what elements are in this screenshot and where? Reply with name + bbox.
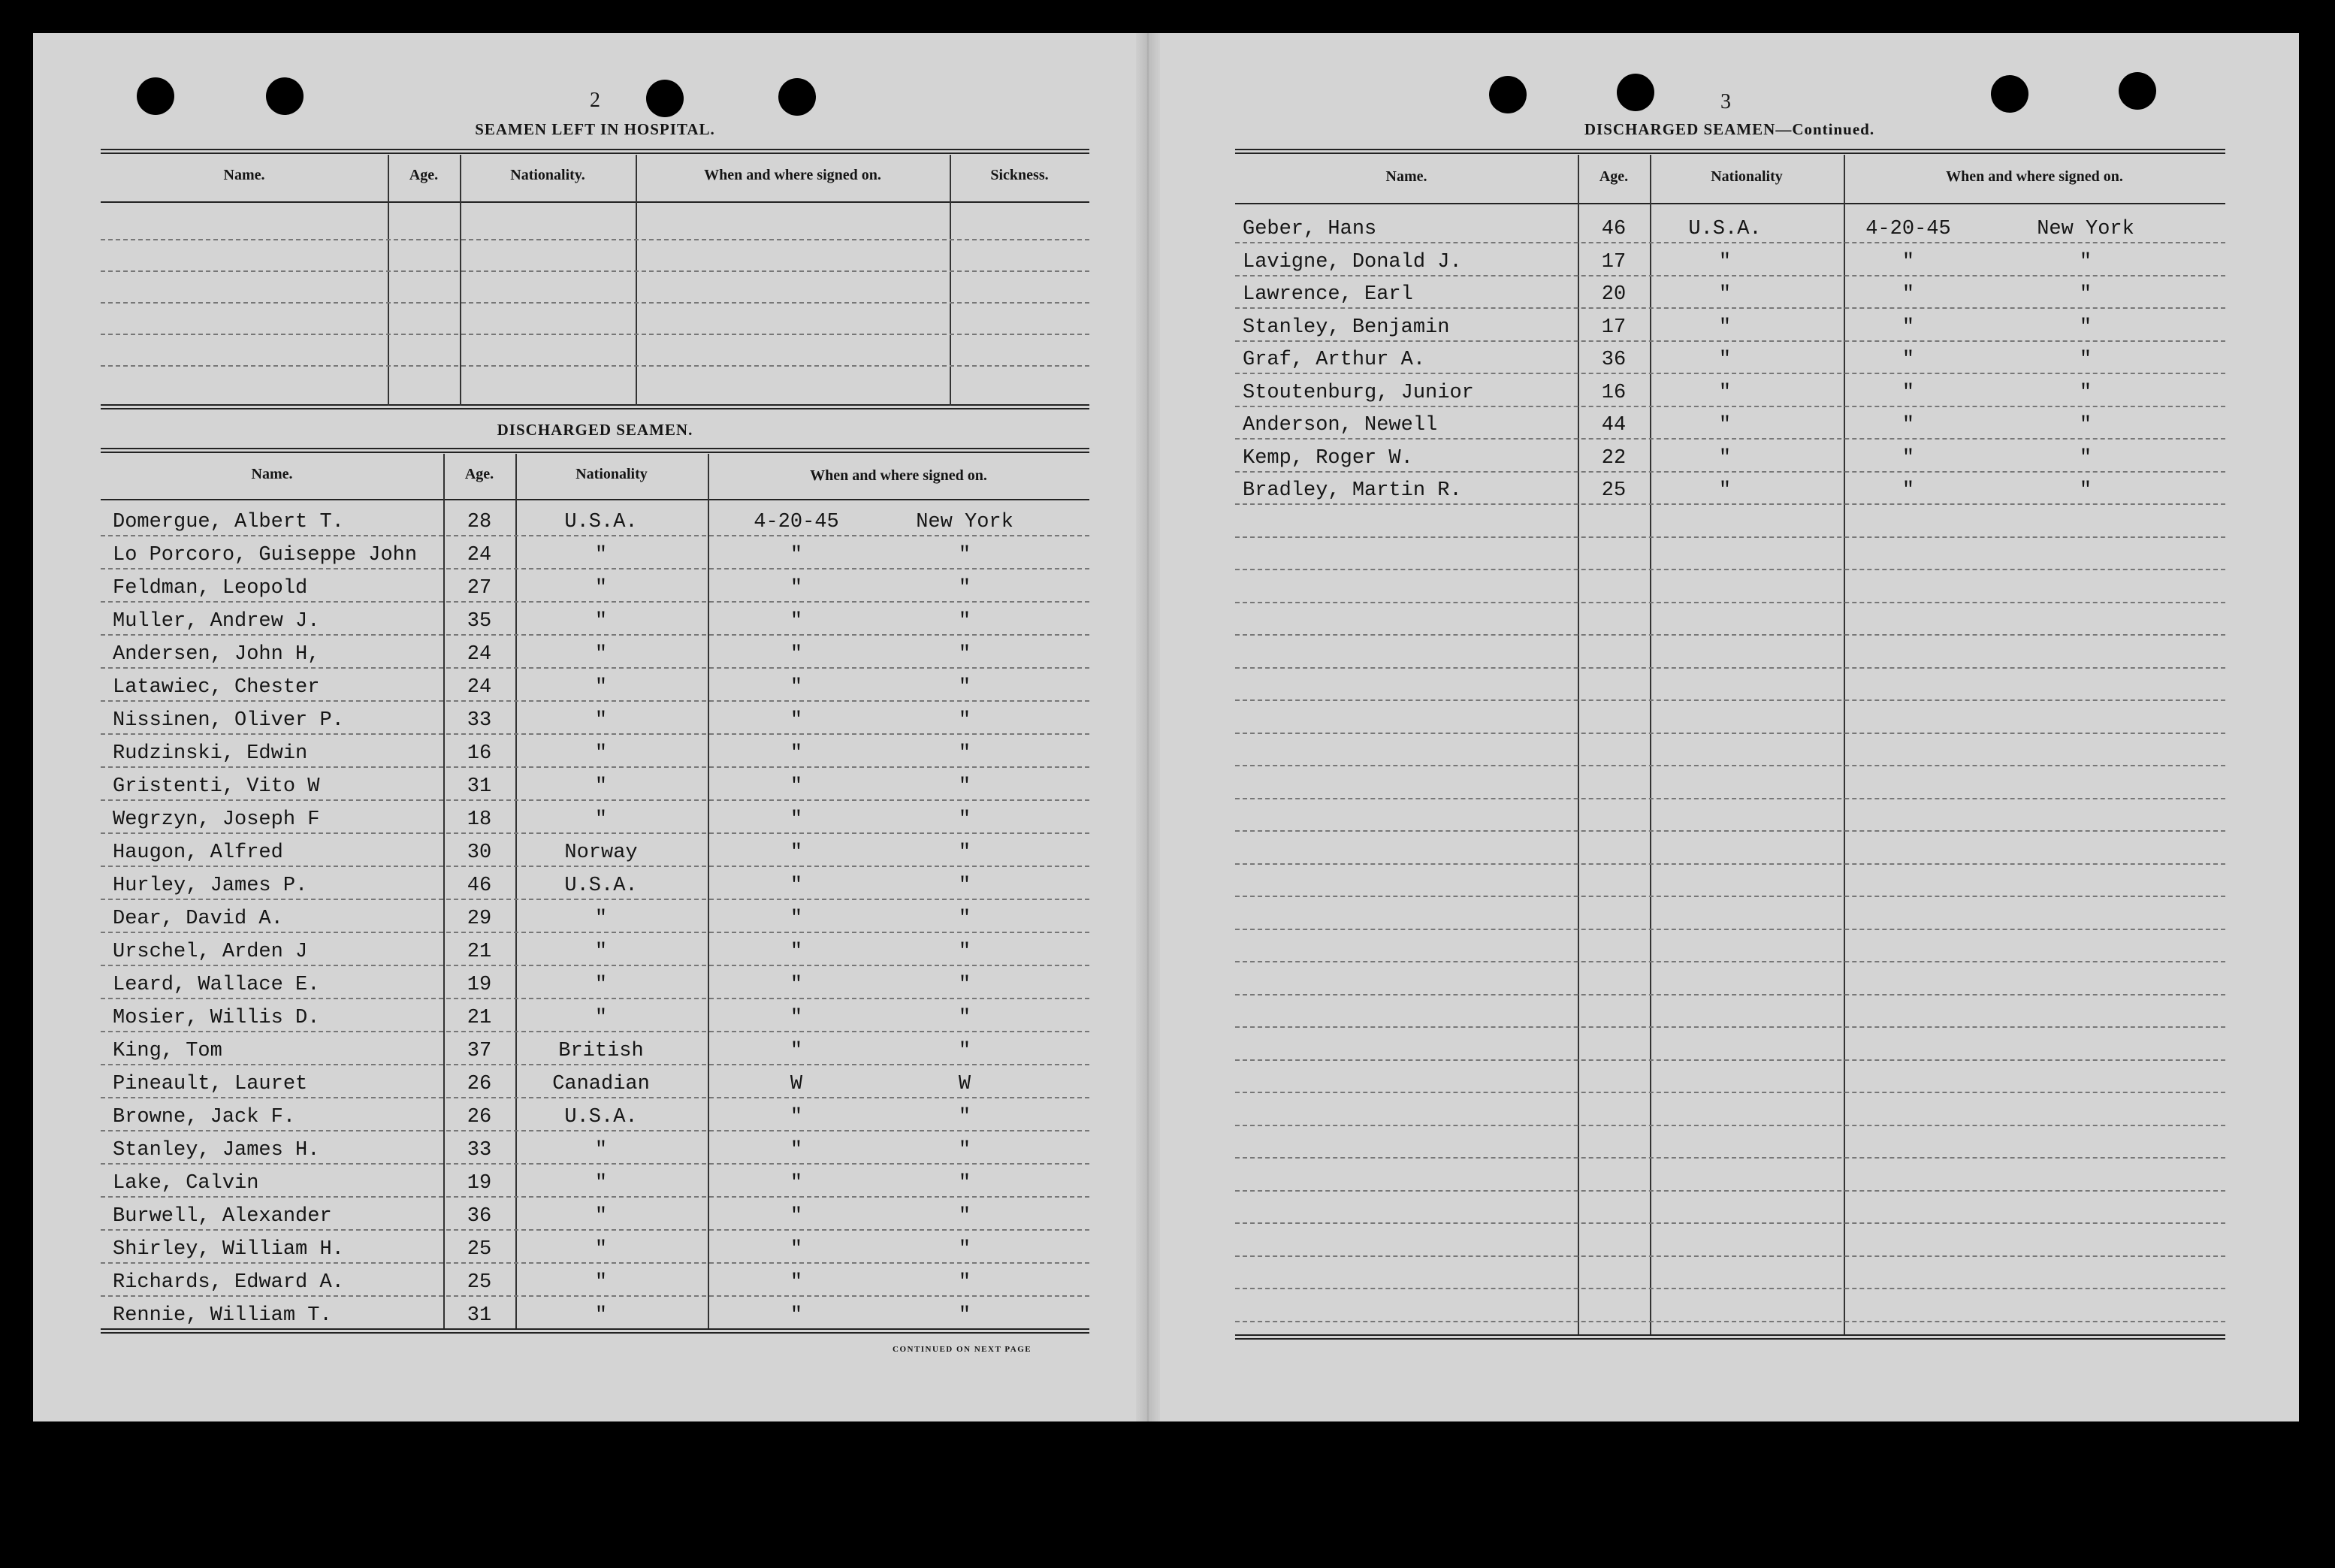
row-line [101,965,1089,966]
signed-on-date: " [1902,446,1915,470]
signed-on-place: " [958,1106,971,1128]
seaman-age: 46 [1601,218,1627,240]
signed-on-date: " [790,1271,803,1294]
seaman-nationality: " [594,577,608,600]
seaman-nationality: " [1718,349,1732,371]
signed-on-place: " [958,1271,971,1294]
seaman-age: 18 [467,808,492,831]
signed-on-place: " [958,1238,971,1261]
signed-on-date: " [790,1007,803,1029]
seaman-age: 16 [467,742,492,765]
seaman-nationality: " [594,1139,608,1162]
right-header-age: Age. [1599,168,1629,185]
discharged-title: DISCHARGED SEAMEN. [497,421,693,439]
signed-on-place: " [958,610,971,633]
seaman-name: Urschel, Arden J [113,941,308,963]
seaman-age: 36 [1601,349,1627,371]
seaman-age: 25 [1601,479,1627,502]
discharged-header-rule [101,499,1089,500]
row-line [101,799,1089,801]
seaman-nationality: Norway [564,841,638,864]
seaman-nationality: " [1718,250,1732,273]
seaman-age: 17 [1601,316,1627,339]
signed-on-place: " [958,941,971,963]
signed-on-place: " [958,808,971,831]
row-line [101,899,1089,900]
hospital-header-sickness: Sickness. [990,167,1049,183]
row-line [1235,798,2225,799]
signed-on-date: " [790,643,803,666]
page-number-right: 3 [1720,90,1731,113]
seaman-name: Rennie, William T. [113,1304,332,1327]
signed-on-date: " [1902,250,1915,273]
row-line [1235,765,2225,766]
hospital-title: SEAMEN LEFT IN HOSPITAL. [475,120,715,138]
hospital-row-line [101,239,1089,240]
signed-on-place: " [2079,250,2092,273]
signed-on-date: " [790,908,803,930]
signed-on-date: " [790,709,803,732]
row-line [101,1163,1089,1165]
punch-hole [2119,72,2156,110]
signed-on-date: 4-20-45 [1865,218,1951,240]
seaman-name: Gristenti, Vito W [113,775,320,798]
seaman-age: 30 [467,841,492,864]
seaman-name: Mosier, Willis D. [113,1007,320,1029]
row-line [1235,373,2225,374]
signed-on-date: " [790,841,803,864]
seaman-name: Haugon, Alfred [113,841,283,864]
row-line [101,733,1089,735]
signed-on-place: " [958,643,971,666]
signed-on-date: " [1902,316,1915,339]
row-line [1235,242,2225,243]
row-line [1235,406,2225,407]
seaman-name: Muller, Andrew J. [113,610,320,633]
signed-on-date: " [790,875,803,897]
seaman-name: Hurley, James P. [113,875,308,897]
row-line [101,832,1089,834]
signed-on-date: " [790,1238,803,1261]
punch-hole [646,80,684,117]
seaman-nationality: " [594,908,608,930]
seaman-nationality: Canadian [552,1073,650,1095]
seaman-name: Bradley, Martin R. [1243,479,1462,502]
signed-on-date: " [790,1040,803,1062]
seaman-age: 25 [467,1238,492,1261]
seaman-name: Pineault, Lauret [113,1073,308,1095]
row-line [1235,1125,2225,1126]
seaman-age: 26 [467,1073,492,1095]
hospital-row-line [101,334,1089,335]
seaman-nationality: " [1718,283,1732,306]
row-line [101,568,1089,569]
signed-on-place: W [958,1073,971,1095]
row-line [101,700,1089,702]
right-header-nationality: Nationality [1711,168,1783,185]
seaman-nationality: " [594,742,608,765]
signed-on-date: " [790,742,803,765]
row-line [101,866,1089,867]
signed-on-date: " [790,1172,803,1195]
continued-note: CONTINUED ON NEXT PAGE [893,1345,1032,1354]
right-header-name: Name. [1385,168,1427,185]
seaman-name: Browne, Jack F. [113,1106,296,1128]
right-top-rule [1235,149,2225,154]
row-line [1235,602,2225,603]
punch-hole [266,77,304,115]
seaman-name: Stanley, Benjamin [1243,316,1450,339]
seaman-name: Nissinen, Oliver P. [113,709,344,732]
seaman-name: Domergue, Albert T. [113,511,344,533]
seaman-age: 19 [467,1172,492,1195]
row-line [101,1064,1089,1065]
signed-on-place: " [958,1172,971,1195]
signed-on-date: 4-20-45 [754,511,839,533]
row-line [1235,896,2225,897]
signed-on-date: " [790,544,803,566]
signed-on-date: " [790,974,803,996]
signed-on-date: " [1902,414,1915,437]
hospital-header-nationality: Nationality. [510,167,585,183]
signed-on-place: " [958,1304,971,1327]
seaman-name: Andersen, John H, [113,643,320,666]
signed-on-place: " [2079,283,2092,306]
seaman-name: Stanley, James H. [113,1139,320,1162]
seaman-age: 21 [467,1007,492,1029]
discharged-header-nationality: Nationality [575,466,648,482]
row-line [1235,1255,2225,1257]
hospital-bottom-rule [101,404,1089,409]
seaman-nationality: " [594,1205,608,1228]
signed-on-place: " [958,1007,971,1029]
seaman-nationality: U.S.A. [564,1106,638,1128]
seaman-nationality: U.S.A. [564,511,638,533]
seaman-nationality: " [594,709,608,732]
seaman-nationality: " [594,775,608,798]
seaman-name: Burwell, Alexander [113,1205,332,1228]
seaman-nationality: " [594,974,608,996]
seaman-nationality: " [1718,446,1732,470]
seaman-name: King, Tom [113,1040,222,1062]
row-line [1235,929,2225,930]
seaman-nationality: " [1718,479,1732,502]
signed-on-date: " [790,676,803,699]
punch-hole [1489,76,1527,113]
seaman-age: 33 [467,709,492,732]
row-line [1235,307,2225,309]
row-line [1235,1288,2225,1289]
row-line [101,932,1089,933]
hospital-header-age: Age. [409,167,439,183]
row-line [101,1031,1089,1032]
signed-on-place: " [2079,381,2092,404]
hospital-col-divider [636,155,637,406]
seaman-name: Rudzinski, Edwin [113,742,308,765]
row-line [101,1295,1089,1297]
row-line [1235,1222,2225,1224]
seaman-name: Lake, Calvin [113,1172,259,1195]
page-fold [1136,33,1160,1421]
signed-on-date: " [790,577,803,600]
row-line [1235,994,2225,995]
row-line [1235,340,2225,342]
signed-on-date: " [1902,349,1915,371]
signed-on-place: " [2079,414,2092,437]
row-line [1235,699,2225,701]
row-line [1235,634,2225,636]
row-line [101,601,1089,603]
signed-on-place: " [958,841,971,864]
row-line [101,1097,1089,1098]
seaman-age: 46 [467,875,492,897]
seaman-nationality: " [1718,316,1732,339]
row-line [1235,1059,2225,1061]
seaman-name: Lo Porcoro, Guiseppe John [113,544,418,566]
seaman-age: 26 [467,1106,492,1128]
row-line [1235,275,2225,276]
seaman-name: Lawrence, Earl [1243,283,1413,306]
signed-on-date: " [1902,283,1915,306]
signed-on-place: " [958,908,971,930]
seaman-nationality: " [594,1238,608,1261]
row-line [1235,1026,2225,1028]
signed-on-place: " [2079,446,2092,470]
signed-on-date: " [790,775,803,798]
row-line [1235,1321,2225,1322]
punch-hole [778,78,816,116]
signed-on-place: " [958,1205,971,1228]
signed-on-place: " [958,775,971,798]
row-line [1235,471,2225,473]
signed-on-date: " [790,941,803,963]
seaman-age: 24 [467,643,492,666]
seaman-name: Latawiec, Chester [113,676,320,699]
row-line [1235,667,2225,669]
row-line [101,1196,1089,1198]
row-line [1235,503,2225,505]
signed-on-date: " [790,1139,803,1162]
seaman-name: Richards, Edward A. [113,1271,344,1294]
row-line [101,766,1089,768]
seaman-age: 31 [467,775,492,798]
signed-on-date: " [790,610,803,633]
seaman-nationality: " [594,941,608,963]
seaman-nationality: " [594,676,608,699]
seaman-name: Stoutenburg, Junior [1243,381,1474,404]
signed-on-date: " [1902,479,1915,502]
seaman-age: 33 [467,1139,492,1162]
seaman-nationality: British [558,1040,644,1062]
seaman-nationality: " [1718,414,1732,437]
seaman-nationality: " [594,1172,608,1195]
row-line [101,667,1089,669]
seaman-age: 25 [467,1271,492,1294]
row-line [1235,830,2225,832]
hospital-header-rule [101,201,1089,203]
discharged-continued-title: DISCHARGED SEAMEN—Continued. [1584,120,1875,138]
signed-on-place: New York [916,511,1013,533]
discharged-header-signed-on: When and where signed on. [810,467,987,484]
row-line [1235,438,2225,440]
hospital-row-line [101,270,1089,272]
signed-on-place: " [2079,316,2092,339]
punch-hole [1617,74,1654,111]
seaman-nationality: " [594,610,608,633]
seaman-age: 24 [467,544,492,566]
signed-on-date: " [790,1304,803,1327]
page-number-left: 2 [590,89,600,112]
signed-on-date: " [1902,381,1915,404]
hospital-row-line [101,302,1089,304]
signed-on-place: " [2079,349,2092,371]
seaman-age: 19 [467,974,492,996]
row-line [1235,1092,2225,1093]
signed-on-date: " [790,1106,803,1128]
row-line [101,1130,1089,1131]
row-line [101,998,1089,999]
seaman-name: Leard, Wallace E. [113,974,320,996]
punch-hole [137,77,174,115]
seaman-age: 21 [467,941,492,963]
seaman-age: 20 [1601,283,1627,306]
seaman-age: 44 [1601,414,1627,437]
hospital-header-name: Name. [223,167,265,183]
seaman-age: 28 [467,511,492,533]
row-line [101,634,1089,636]
seaman-name: Geber, Hans [1243,218,1377,240]
seaman-nationality: " [594,1304,608,1327]
seaman-age: 17 [1601,250,1627,273]
signed-on-place: " [958,1139,971,1162]
signed-on-date: " [790,1205,803,1228]
hospital-top-rule [101,149,1089,154]
seaman-age: 36 [467,1205,492,1228]
seaman-age: 27 [467,577,492,600]
seaman-name: Wegrzyn, Joseph F [113,808,320,831]
right-header-signed-on: When and where signed on. [1946,168,2123,185]
signed-on-place: " [958,974,971,996]
seaman-age: 22 [1601,446,1627,470]
seaman-nationality: " [1718,381,1732,404]
seaman-nationality: " [594,1271,608,1294]
row-line [101,535,1089,536]
seaman-name: Anderson, Newell [1243,414,1438,437]
seaman-nationality: U.S.A. [564,875,638,897]
row-line [1235,733,2225,734]
seaman-age: 31 [467,1304,492,1327]
signed-on-date: W [790,1073,803,1095]
seaman-name: Lavigne, Donald J. [1243,250,1462,273]
hospital-header-signed-on: When and where signed on. [704,167,881,183]
seaman-age: 35 [467,610,492,633]
right-header-rule [1235,203,2225,204]
signed-on-place: " [958,709,971,732]
row-line [1235,961,2225,962]
seaman-nationality: " [594,1007,608,1029]
hospital-row-line [101,365,1089,367]
seaman-age: 37 [467,1040,492,1062]
signed-on-place: " [2079,479,2092,502]
signed-on-place: " [958,742,971,765]
discharged-bottom-rule [101,1328,1089,1334]
row-line [1235,536,2225,538]
seaman-name: Shirley, William H. [113,1238,344,1261]
signed-on-place: New York [2037,218,2134,240]
seaman-nationality: " [594,643,608,666]
hospital-col-divider [950,155,951,406]
seaman-name: Dear, David A. [113,908,283,930]
row-line [101,1229,1089,1231]
signed-on-place: " [958,676,971,699]
discharged-header-name: Name. [251,466,293,482]
seaman-name: Feldman, Leopold [113,577,308,600]
discharged-header-age: Age. [464,466,494,482]
hospital-col-divider [388,155,389,406]
signed-on-place: " [958,577,971,600]
signed-on-place: " [958,875,971,897]
seaman-name: Graf, Arthur A. [1243,349,1426,371]
row-line [1235,863,2225,865]
seaman-nationality: " [594,544,608,566]
seaman-age: 16 [1601,381,1627,404]
row-line [101,1262,1089,1264]
hospital-col-divider [460,155,461,406]
seaman-name: Kemp, Roger W. [1243,446,1413,470]
row-line [1235,569,2225,570]
signed-on-date: " [790,808,803,831]
right-bottom-rule [1235,1334,2225,1340]
seaman-nationality: " [594,808,608,831]
signed-on-place: " [958,1040,971,1062]
signed-on-place: " [958,544,971,566]
punch-hole [1991,75,2028,113]
discharged-top-rule [101,448,1089,453]
row-line [1235,1157,2225,1159]
seaman-age: 29 [467,908,492,930]
seaman-nationality: U.S.A. [1688,218,1762,240]
row-line [1235,1190,2225,1192]
seaman-age: 24 [467,676,492,699]
